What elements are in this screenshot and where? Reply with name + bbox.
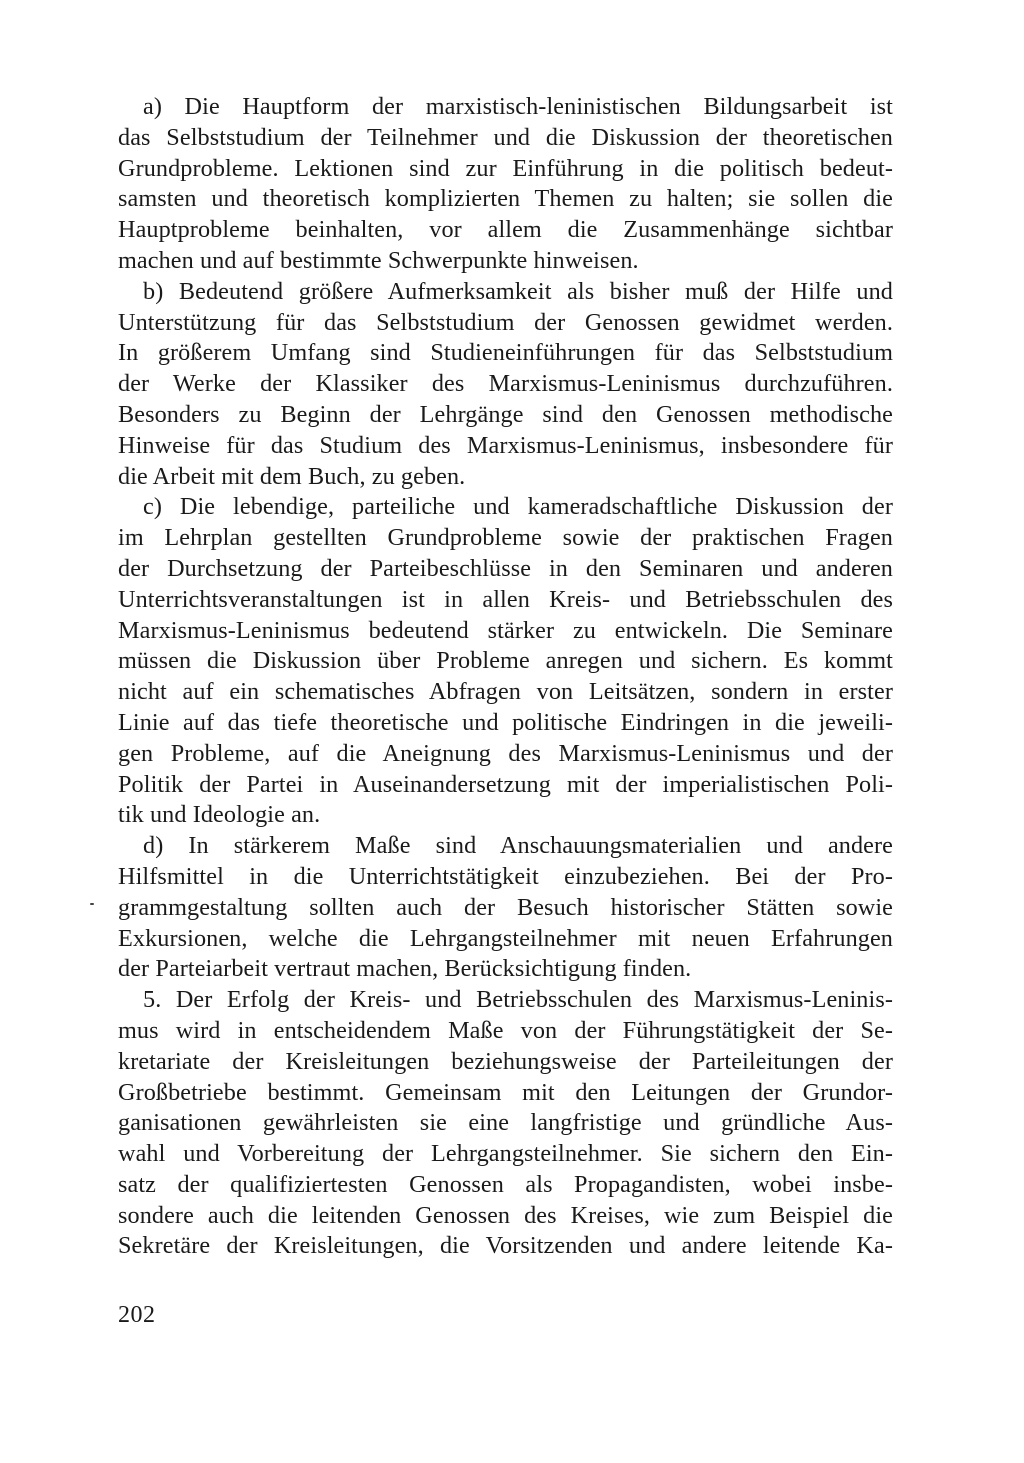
page-number: 202 [118,1302,156,1328]
text-line: Besonders zu Beginn der Lehrgänge sind den Genossen methodische [118,400,893,428]
text-line: d) In stärkerem Maße sind Anschauungsmaterialien und andere [143,832,893,860]
text-line: mus wird in entscheidendem Maße von der Führungstätigkeit der Se- [118,1016,893,1044]
paragraph-5 [118,985,893,1262]
text-line: samsten und theoretisch komplizierten Themen zu halten; sie sollen die [118,185,893,213]
page-body [118,92,893,1262]
text-line: im Lehrplan gestellten Grundprobleme sowie der praktischen Fragen [118,524,893,552]
text-line: wahl und Vorbereitung der Lehrgangsteilnehmer. Sie sichern den Ein- [118,1140,893,1168]
text-line: nicht auf ein schematisches Abfragen von Leitsätzen, sondern in erster [118,678,893,706]
text-line: Marxismus-Leninismus bedeutend stärker zu entwickeln. Die Seminare [118,616,893,644]
text-line: das Selbststudium der Teilnehmer und die Diskussion der theoretischen [118,123,893,151]
text-line: der Werke der Klassiker des Marxismus-Leninismus durchzuführen. [118,370,893,398]
text-line: müssen die Diskussion über Probleme anregen und sichern. Es kommt [118,647,893,675]
text-line: 5. Der Erfolg der Kreis- und Betriebsschulen des Marxismus-Leninis- [143,986,893,1014]
text-line: der Durchsetzung der Parteibeschlüsse in den Seminaren und anderen [118,554,893,582]
text-line: machen und auf bestimmte Schwerpunkte hinweisen. [118,246,639,274]
paragraph-b [118,277,893,493]
text-line: Hinweise für das Studium des Marxismus-Leninismus, insbesondere für [118,431,893,459]
text-line: ganisationen gewährleisten sie eine langfristige und gründliche Aus- [118,1109,893,1137]
print-speck [90,903,94,905]
text-line: Hauptprobleme beinhalten, vor allem die Zusammenhänge sichtbar [118,216,893,244]
paragraph-d [118,831,893,985]
text-line: Unterstützung für das Selbststudium der Genossen gewidmet werden. [118,308,893,336]
text-line: In größerem Umfang sind Studieneinführungen für das Selbststudium [118,339,893,367]
text-line: kretariate der Kreisleitungen beziehungsweise der Parteileitungen der [118,1047,893,1075]
paragraph-c [118,492,893,831]
text-line: Linie auf das tiefe theoretische und politische Eindringen in die jeweili- [118,708,893,736]
paragraph-a [118,92,893,277]
text-line: a) Die Hauptform der marxistisch-leninistischen Bildungsarbeit ist [143,93,893,120]
text-line: Sekretäre der Kreisleitungen, die Vorsitzenden und andere leitende Ka- [118,1232,893,1260]
text-line: tik und Ideologie an. [118,801,321,829]
text-line: gen Probleme, auf die Aneignung des Marxismus-Leninismus und der [118,739,893,767]
text-line: Politik der Partei in Auseinandersetzung mit der imperialistischen Poli- [118,770,893,798]
text-line: Unterrichtsveranstaltungen ist in allen Kreis- und Betriebsschulen des [118,585,893,613]
text-line: grammgestaltung sollten auch der Besuch historischer Stätten sowie [118,893,893,921]
text-line: Exkursionen, welche die Lehrgangsteilnehmer mit neuen Erfahrungen [118,924,893,952]
text-line: satz der qualifiziertesten Genossen als Propagandisten, wobei insbe- [118,1170,893,1198]
text-line: Grundprobleme. Lektionen sind zur Einführung in die politisch bedeut- [118,154,893,182]
text-line: c) Die lebendige, parteiliche und kameradschaftliche Diskussion der [143,493,893,521]
text-line: die Arbeit mit dem Buch, zu geben. [118,462,466,490]
text-line: Hilfsmittel in die Unterrichtstätigkeit einzubeziehen. Bei der Pro- [118,862,893,890]
text-line: b) Bedeutend größere Aufmerksamkeit als bisher muß der Hilfe und [143,277,893,305]
text-line: der Parteiarbeit vertraut machen, Berücksichtigung finden. [118,955,692,983]
text-line: sondere auch die leitenden Genossen des Kreises, wie zum Beispiel die [118,1201,893,1229]
text-line: Großbetriebe bestimmt. Gemeinsam mit den Leitungen der Grundor- [118,1078,893,1106]
